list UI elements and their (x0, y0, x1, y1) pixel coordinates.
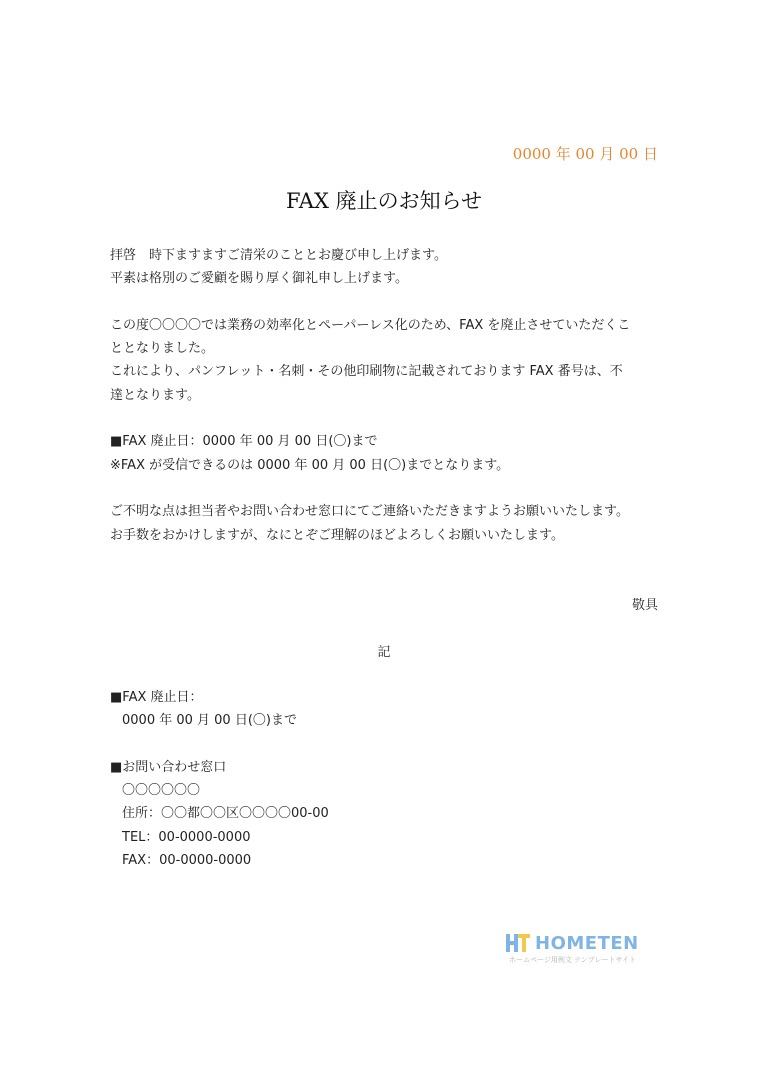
details-heading: ■お問い合わせ窓口 (110, 759, 227, 775)
notice-line: ■FAX 廃止日：0000 年 00 月 00 日(〇)まで (110, 434, 378, 450)
contact-address: 住所：〇〇都〇〇区〇〇〇〇00-00 (122, 806, 329, 822)
details-section (110, 686, 660, 872)
notice-line: ※FAX が受信できるのは 0000 年 00 月 00 日(〇)までとなります。 (110, 457, 510, 473)
logo-tagline: ホームページ用例文 テンプレートサイト (509, 956, 636, 964)
details-heading: ■FAX 廃止日： (110, 690, 203, 705)
keigu-closing: 敬具 (631, 598, 658, 613)
end-date: 0000 年 00 月 00 日(〇)まで (122, 713, 297, 729)
organization-name: 〇〇〇〇〇〇 (122, 783, 201, 799)
closing-line: ご不明な点は担当者やお問い合わせ窓口にてご連絡いただきますようお願いいたします。 (110, 504, 629, 520)
document-date: 0000 年 00 月 00 日 (512, 145, 658, 163)
hometen-logo (505, 932, 655, 965)
hometen-logo-icon (505, 932, 531, 954)
greeting-line: 平素は格別のご愛顧を賜り厚く御礼申し上げます。 (110, 271, 408, 287)
contact-fax: FAX：00-0000-0000 (122, 853, 252, 869)
contact-tel: TEL：00-0000-0000 (122, 829, 251, 845)
closing-line: お手数をおかけしますが、なにとぞご理解のほどよろしくお願いいたします。 (110, 527, 564, 543)
document-title: FAX 廃止のお知らせ (286, 189, 482, 213)
paragraph-line: ととなりました。 (110, 341, 215, 357)
letter-body (110, 244, 660, 547)
paragraph-line: これにより、パンフレット・名刺・その他印刷物に記載されております FAX 番号は、不 (110, 364, 623, 380)
greeting-line: 拝啓 時下ますますご清栄のこととお慶び申し上げます。 (110, 248, 447, 263)
logo-wordmark: HOMETEN (535, 932, 639, 954)
paragraph-line: この度〇〇〇〇では業務の効率化とペーパーレス化のため、FAX を廃止させていただくこ (110, 317, 631, 333)
ki-heading: 記 (377, 645, 391, 660)
paragraph-line: 達となります。 (110, 387, 200, 403)
